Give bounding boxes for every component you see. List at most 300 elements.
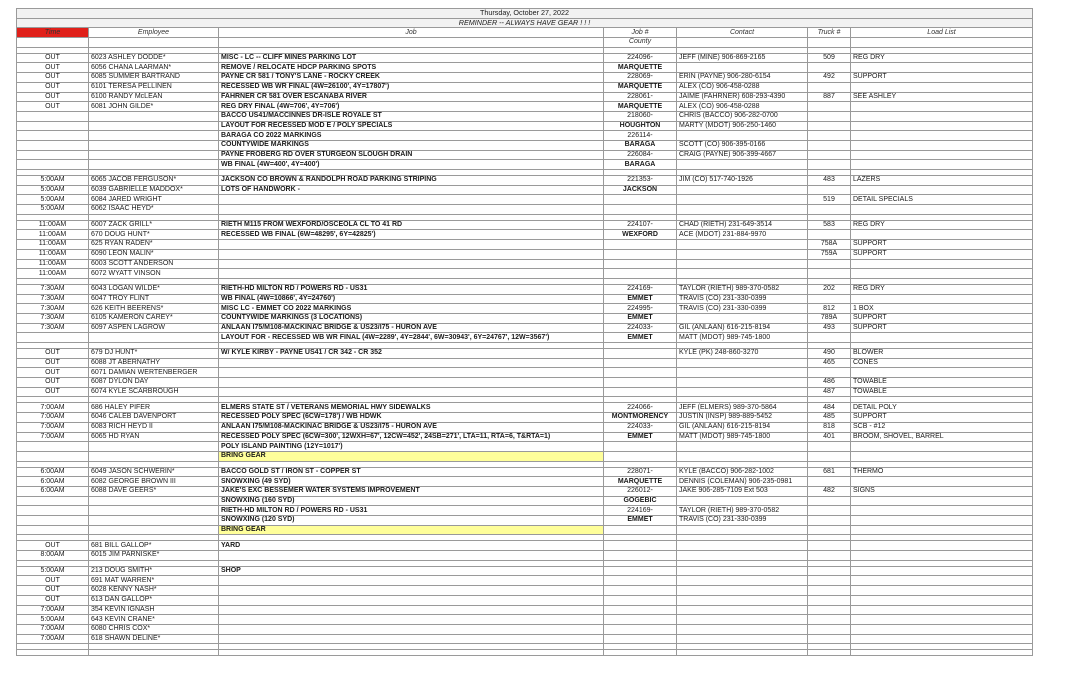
load-list-cell: [851, 150, 1033, 160]
truck-cell: [808, 185, 851, 195]
col-truck-header: Truck #: [808, 28, 851, 38]
job-cell: [219, 615, 604, 625]
job-cell: RIETH-HD MILTON RD / POWERS RD - US31: [219, 284, 604, 294]
employee-cell: 6015 JIM PARNISKE*: [89, 551, 219, 561]
time-cell: [17, 516, 89, 526]
employee-cell: [89, 525, 219, 535]
load-list-cell: REG DRY: [851, 220, 1033, 230]
employee-cell: 6043 LOGAN WILDE*: [89, 284, 219, 294]
job-cell: BRING GEAR: [219, 451, 604, 461]
time-cell: 11:00AM: [17, 240, 89, 250]
time-cell: OUT: [17, 387, 89, 397]
job-number-cell: EMMET: [604, 313, 677, 323]
contact-cell: CRAIG (PAYNE) 906-399-4667: [677, 150, 808, 160]
time-cell: OUT: [17, 82, 89, 92]
time-cell: OUT: [17, 368, 89, 378]
contact-cell: [677, 624, 808, 634]
employee-cell: [89, 150, 219, 160]
job-cell: [219, 634, 604, 644]
load-list-cell: [851, 442, 1033, 452]
load-list-cell: DETAIL SPECIALS: [851, 195, 1033, 205]
contact-cell: CHAD (RIETH) 231-649-3514: [677, 220, 808, 230]
load-list-cell: [851, 185, 1033, 195]
time-cell: 11:00AM: [17, 230, 89, 240]
job-number-cell: 226114-: [604, 131, 677, 141]
job-cell: [219, 249, 604, 259]
employee-cell: 626 KEITH BEERENS*: [89, 304, 219, 314]
employee-cell: 6088 DAVE GEERS*: [89, 486, 219, 496]
time-cell: 7:00AM: [17, 624, 89, 634]
truck-cell: [808, 160, 851, 170]
load-list-cell: [851, 506, 1033, 516]
truck-cell: [808, 442, 851, 452]
schedule-date: Thursday, October 27, 2022: [17, 9, 1033, 19]
load-list-cell: [851, 451, 1033, 461]
truck-cell: [808, 294, 851, 304]
employee-cell: 681 BILL GALLOP*: [89, 541, 219, 551]
load-list-cell: [851, 496, 1033, 506]
job-number-cell: EMMET: [604, 294, 677, 304]
job-cell: [219, 595, 604, 605]
schedule-row: [17, 566, 1033, 576]
job-cell: COUNTYWIDE MARKINGS (3 LOCATIONS): [219, 313, 604, 323]
job-number-cell: 224033-: [604, 323, 677, 333]
schedule-row: [17, 442, 1033, 452]
job-cell: RECESSED WB FINAL (6W=48295', 6Y=42825'): [219, 230, 604, 240]
schedule-row: [17, 586, 1033, 596]
truck-cell: 519: [808, 195, 851, 205]
load-list-cell: LAZERS: [851, 176, 1033, 186]
time-cell: 11:00AM: [17, 259, 89, 269]
contact-cell: JAKE 906-285-7109 Ext 503: [677, 486, 808, 496]
contact-cell: [677, 205, 808, 215]
schedule-row: [17, 230, 1033, 240]
schedule-row: [17, 333, 1033, 343]
time-cell: 6:00AM: [17, 467, 89, 477]
load-list-cell: [851, 634, 1033, 644]
truck-cell: [808, 551, 851, 561]
employee-cell: 6007 ZACK GRILL*: [89, 220, 219, 230]
employee-cell: 6083 RICH HEYD II: [89, 422, 219, 432]
job-cell: [219, 259, 604, 269]
time-cell: 7:00AM: [17, 422, 89, 432]
time-cell: OUT: [17, 53, 89, 63]
time-cell: 7:30AM: [17, 313, 89, 323]
time-cell: OUT: [17, 378, 89, 388]
time-cell: [17, 121, 89, 131]
employee-cell: 691 MAT WARREN*: [89, 576, 219, 586]
job-cell: PAYNE CR 581 / TONY'S LANE - ROCKY CREEK: [219, 73, 604, 83]
contact-cell: [677, 240, 808, 250]
gear-reminder: REMINDER -- ALWAYS HAVE GEAR ! ! !: [17, 18, 1033, 28]
job-number-cell: [604, 195, 677, 205]
employee-cell: [89, 442, 219, 452]
contact-cell: GIL (ANLAAN) 616-215-8194: [677, 323, 808, 333]
truck-cell: 758A: [808, 240, 851, 250]
time-cell: [17, 525, 89, 535]
job-cell: [219, 195, 604, 205]
job-number-cell: [604, 551, 677, 561]
truck-cell: 401: [808, 432, 851, 442]
job-cell: LAYOUT FOR RECESSED MOD E / POLY SPECIALS: [219, 121, 604, 131]
job-number-cell: [604, 605, 677, 615]
time-cell: 11:00AM: [17, 249, 89, 259]
schedule-table: [16, 8, 1033, 656]
employee-cell: [89, 516, 219, 526]
employee-cell: 6080 CHRIS COX*: [89, 624, 219, 634]
job-number-cell: [604, 358, 677, 368]
schedule-row: [17, 121, 1033, 131]
contact-cell: SCOTT (CO) 906-395-0166: [677, 140, 808, 150]
time-cell: [17, 131, 89, 141]
time-cell: [17, 333, 89, 343]
employee-cell: 6090 LEON MALIN*: [89, 249, 219, 259]
contact-cell: [677, 605, 808, 615]
truck-cell: [808, 102, 851, 112]
job-cell: [219, 378, 604, 388]
load-list-cell: [851, 160, 1033, 170]
employee-cell: [89, 496, 219, 506]
contact-cell: [677, 615, 808, 625]
truck-cell: 486: [808, 378, 851, 388]
job-number-cell: 226084-: [604, 150, 677, 160]
employee-cell: [89, 333, 219, 343]
job-cell: [219, 269, 604, 279]
schedule-row: [17, 358, 1033, 368]
job-cell: BACCO US41/MACCINNES DR-ISLE ROYALE ST: [219, 111, 604, 121]
contact-cell: [677, 259, 808, 269]
truck-cell: [808, 111, 851, 121]
job-number-cell: [604, 634, 677, 644]
truck-cell: [808, 82, 851, 92]
schedule-row: [17, 304, 1033, 314]
employee-cell: 6023 ASHLEY DODDE*: [89, 53, 219, 63]
time-cell: 5:00AM: [17, 615, 89, 625]
truck-cell: [808, 131, 851, 141]
job-cell: LAYOUT FOR - RECESSED WB WR FINAL (4W=2289', 4Y=2844', 6W=30943', 6Y=24767', 12W=3567'): [219, 333, 604, 343]
job-cell: SHOP: [219, 566, 604, 576]
employee-cell: 6047 TROY FLINT: [89, 294, 219, 304]
truck-cell: [808, 121, 851, 131]
load-list-cell: [851, 368, 1033, 378]
schedule-row: [17, 467, 1033, 477]
employee-cell: 6084 JARED WRIGHT: [89, 195, 219, 205]
load-list-cell: [851, 541, 1033, 551]
job-number-cell: [604, 240, 677, 250]
truck-cell: [808, 333, 851, 343]
job-cell: FAHRNER CR 581 OVER ESCANABA RIVER: [219, 92, 604, 102]
schedule-row: [17, 451, 1033, 461]
load-list-cell: [851, 140, 1033, 150]
contact-cell: [677, 63, 808, 73]
contact-cell: JUSTIN (INSP) 989-889-5452: [677, 413, 808, 423]
time-cell: OUT: [17, 586, 89, 596]
contact-cell: JEFF (ELMERS) 989-370-5864: [677, 403, 808, 413]
job-number-cell: 224066-: [604, 403, 677, 413]
col-load-header: Load List: [851, 28, 1033, 38]
job-cell: BARAGA CO 2022 MARKINGS: [219, 131, 604, 141]
contact-cell: TRAVIS (CO) 231-330-0399: [677, 304, 808, 314]
time-cell: 6:00AM: [17, 486, 89, 496]
truck-cell: [808, 595, 851, 605]
time-cell: OUT: [17, 576, 89, 586]
contact-cell: CHRIS (BACCO) 906-282-0700: [677, 111, 808, 121]
time-cell: [17, 160, 89, 170]
job-number-cell: JACKSON: [604, 185, 677, 195]
employee-cell: 6105 KAMERON CAREY*: [89, 313, 219, 323]
time-cell: OUT: [17, 63, 89, 73]
load-list-cell: [851, 624, 1033, 634]
employee-cell: 6088 JT ABERNATHY: [89, 358, 219, 368]
employee-cell: 6087 DYLON DAY: [89, 378, 219, 388]
time-cell: OUT: [17, 92, 89, 102]
time-cell: OUT: [17, 349, 89, 359]
load-list-cell: SIGNS: [851, 486, 1033, 496]
load-list-cell: SUPPORT: [851, 413, 1033, 423]
contact-cell: JAIME (FAHRNER) 608-293-4390: [677, 92, 808, 102]
truck-cell: [808, 269, 851, 279]
time-cell: OUT: [17, 541, 89, 551]
time-cell: [17, 506, 89, 516]
job-number-cell: 224033-: [604, 422, 677, 432]
schedule-row: [17, 432, 1033, 442]
time-cell: 8:00AM: [17, 551, 89, 561]
load-list-cell: [851, 131, 1033, 141]
load-list-cell: SUPPORT: [851, 323, 1033, 333]
employee-cell: 213 DOUG SMITH*: [89, 566, 219, 576]
truck-cell: 789A: [808, 313, 851, 323]
contact-cell: TAYLOR (RIETH) 989-370-0582: [677, 284, 808, 294]
job-number-cell: [604, 576, 677, 586]
job-number-cell: [604, 586, 677, 596]
time-cell: OUT: [17, 358, 89, 368]
truck-cell: [808, 586, 851, 596]
load-list-cell: [851, 63, 1033, 73]
truck-cell: [808, 506, 851, 516]
truck-cell: [808, 230, 851, 240]
contact-cell: ALEX (CO) 906-458-0288: [677, 82, 808, 92]
truck-cell: [808, 624, 851, 634]
schedule-row: [17, 403, 1033, 413]
job-cell: JAKE'S EXC BESSEMER WATER SYSTEMS IMPROVEMENT: [219, 486, 604, 496]
load-list-cell: [851, 121, 1033, 131]
load-list-cell: 1 BOX: [851, 304, 1033, 314]
load-list-cell: [851, 615, 1033, 625]
job-number-cell: 221353-: [604, 176, 677, 186]
truck-cell: [808, 477, 851, 487]
contact-cell: [677, 249, 808, 259]
contact-cell: ERIN (PAYNE) 906-280-6154: [677, 73, 808, 83]
spacer-row: [17, 650, 1033, 656]
load-list-cell: CONES: [851, 358, 1033, 368]
employee-cell: [89, 506, 219, 516]
job-cell: [219, 551, 604, 561]
contact-cell: [677, 378, 808, 388]
job-number-cell: EMMET: [604, 432, 677, 442]
employee-cell: 613 DAN GALLOP*: [89, 595, 219, 605]
truck-cell: 484: [808, 403, 851, 413]
contact-cell: [677, 634, 808, 644]
load-list-cell: THERMO: [851, 467, 1033, 477]
truck-cell: [808, 634, 851, 644]
schedule-row: [17, 349, 1033, 359]
contact-cell: KYLE (BACCO) 906-282-1002: [677, 467, 808, 477]
job-cell: [219, 205, 604, 215]
employee-cell: 6028 KENNY NASH*: [89, 586, 219, 596]
truck-cell: [808, 150, 851, 160]
time-cell: 11:00AM: [17, 220, 89, 230]
job-number-cell: [604, 205, 677, 215]
job-cell: REG DRY FINAL (4W=706', 4Y=706'): [219, 102, 604, 112]
contact-cell: [677, 566, 808, 576]
schedule-row: [17, 378, 1033, 388]
job-cell: REMOVE / RELOCATE HDCP PARKING SPOTS: [219, 63, 604, 73]
job-cell: RIETH-HD MILTON RD / POWERS RD - US31: [219, 506, 604, 516]
schedule-row: [17, 605, 1033, 615]
load-list-cell: SCB - #12: [851, 422, 1033, 432]
job-number-cell: 224107-: [604, 220, 677, 230]
schedule-row: [17, 240, 1033, 250]
schedule-row: [17, 624, 1033, 634]
job-number-cell: 224995-: [604, 304, 677, 314]
job-cell: MISC - LC -- CLIFF MINES PARKING LOT: [219, 53, 604, 63]
job-cell: MISC LC - EMMET CO 2022 MARKINGS: [219, 304, 604, 314]
load-list-cell: SUPPORT: [851, 73, 1033, 83]
schedule-row: [17, 294, 1033, 304]
schedule-row: [17, 111, 1033, 121]
job-number-cell: [604, 378, 677, 388]
contact-cell: [677, 160, 808, 170]
employee-cell: 618 SHAWN DELINE*: [89, 634, 219, 644]
schedule-row: [17, 576, 1033, 586]
employee-cell: 6100 RANDY McLEAN: [89, 92, 219, 102]
schedule-row: [17, 387, 1033, 397]
schedule-row: [17, 284, 1033, 294]
employee-cell: 6062 ISAAC HEYD*: [89, 205, 219, 215]
job-number-cell: MARQUETTE: [604, 82, 677, 92]
schedule-row: [17, 477, 1033, 487]
col-jobno-header: Job #: [604, 28, 677, 38]
schedule-row: [17, 63, 1033, 73]
time-cell: 11:00AM: [17, 269, 89, 279]
job-number-cell: [604, 387, 677, 397]
job-number-cell: MONTMORENCY: [604, 413, 677, 423]
load-list-cell: [851, 477, 1033, 487]
time-cell: 5:00AM: [17, 205, 89, 215]
contact-cell: [677, 496, 808, 506]
job-number-cell: MARQUETTE: [604, 477, 677, 487]
employee-cell: 6003 SCOTT ANDERSON: [89, 259, 219, 269]
truck-cell: 583: [808, 220, 851, 230]
job-cell: [219, 624, 604, 634]
job-number-cell: EMMET: [604, 333, 677, 343]
contact-cell: [677, 368, 808, 378]
job-number-cell: HOUGHTON: [604, 121, 677, 131]
truck-cell: [808, 516, 851, 526]
contact-cell: MATT (MDOT) 989-745-1800: [677, 432, 808, 442]
time-cell: [17, 140, 89, 150]
schedule-row: [17, 551, 1033, 561]
employee-cell: 6085 SUMMER BARTRAND: [89, 73, 219, 83]
job-number-cell: [604, 451, 677, 461]
job-number-cell: [604, 525, 677, 535]
job-cell: W/ KYLE KIRBY - PAYNE US41 / CR 342 - CR 352: [219, 349, 604, 359]
truck-cell: [808, 525, 851, 535]
load-list-cell: SEE ASHLEY: [851, 92, 1033, 102]
load-list-cell: [851, 586, 1033, 596]
load-list-cell: TOWABLE: [851, 387, 1033, 397]
employee-cell: [89, 451, 219, 461]
contact-cell: TRAVIS (CO) 231-330-0399: [677, 516, 808, 526]
truck-cell: [808, 615, 851, 625]
contact-cell: KYLE (PK) 248-860-3270: [677, 349, 808, 359]
job-number-cell: [604, 615, 677, 625]
schedule-row: [17, 82, 1033, 92]
schedule-row: [17, 368, 1033, 378]
job-number-cell: [604, 595, 677, 605]
schedule-row: [17, 516, 1033, 526]
truck-cell: 681: [808, 467, 851, 477]
truck-cell: 759A: [808, 249, 851, 259]
time-cell: 7:00AM: [17, 403, 89, 413]
job-cell: YARD: [219, 541, 604, 551]
time-cell: [17, 150, 89, 160]
load-list-cell: SUPPORT: [851, 240, 1033, 250]
job-number-cell: [604, 249, 677, 259]
contact-cell: [677, 451, 808, 461]
time-cell: 7:30AM: [17, 294, 89, 304]
schedule-row: [17, 506, 1033, 516]
job-cell: WB FINAL (4W=10866', 4Y=24760'): [219, 294, 604, 304]
time-cell: 7:30AM: [17, 284, 89, 294]
employee-cell: 354 KEVIN IGNASH: [89, 605, 219, 615]
load-list-cell: [851, 551, 1033, 561]
load-list-cell: [851, 516, 1033, 526]
truck-cell: [808, 566, 851, 576]
job-cell: WB FINAL (4W=400', 4Y=400'): [219, 160, 604, 170]
load-list-cell: [851, 259, 1033, 269]
schedule-sheet: [16, 8, 1032, 656]
job-cell: [219, 240, 604, 250]
contact-cell: ALEX (CO) 906-458-0288: [677, 102, 808, 112]
schedule-row: [17, 525, 1033, 535]
contact-cell: [677, 541, 808, 551]
truck-cell: 493: [808, 323, 851, 333]
time-cell: [17, 442, 89, 452]
job-number-cell: 224169-: [604, 284, 677, 294]
contact-cell: MATT (MDOT) 989-745-1800: [677, 333, 808, 343]
load-list-cell: SUPPORT: [851, 249, 1033, 259]
job-cell: BRING GEAR: [219, 525, 604, 535]
employee-cell: 6097 ASPEN LAGROW: [89, 323, 219, 333]
time-cell: 6:00AM: [17, 477, 89, 487]
job-cell: [219, 387, 604, 397]
truck-cell: [808, 259, 851, 269]
job-number-cell: [604, 349, 677, 359]
truck-cell: 818: [808, 422, 851, 432]
job-cell: SNOWXING (120 SYD): [219, 516, 604, 526]
schedule-row: [17, 422, 1033, 432]
job-cell: SNOWXING (49 SYD): [219, 477, 604, 487]
schedule-row: [17, 249, 1033, 259]
column-header-row: [17, 28, 1033, 38]
schedule-row: [17, 269, 1033, 279]
schedule-row: [17, 150, 1033, 160]
time-cell: 5:00AM: [17, 195, 89, 205]
load-list-cell: [851, 566, 1033, 576]
schedule-row: [17, 615, 1033, 625]
contact-cell: GIL (ANLAAN) 616-215-8194: [677, 422, 808, 432]
